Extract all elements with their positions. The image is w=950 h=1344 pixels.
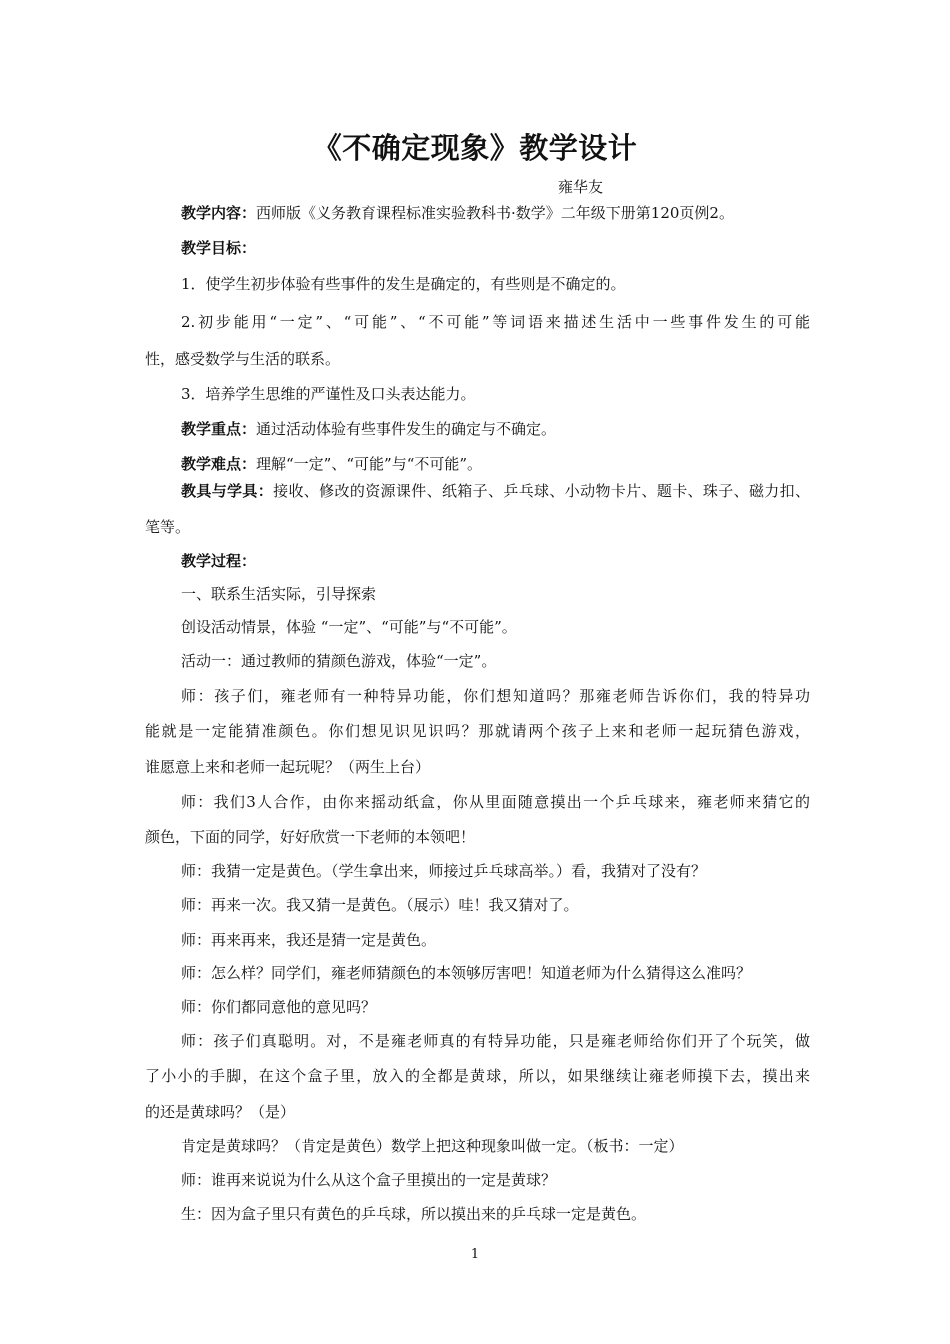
tools-line-1 [181,480,810,502]
process-line: 的还是黄球吗？（是） [145,1103,296,1121]
tools-line-2: 笔等。 [145,518,191,536]
author-name: 雍华友 [558,178,604,196]
process-line: 师：你们都同意他的意见吗？ [181,998,377,1016]
difficulty-line [181,453,810,475]
process-line: 颜色，下面的同学，好好欣赏一下老师的本领吧！ [145,828,476,846]
tools-label: 教具与学具： [181,482,274,500]
process-line: 一、联系生活实际，引导探索 [181,585,377,603]
process-line: 师：再来再来，我还是猜一定是黄色。 [181,931,437,949]
process-line: 了小小的手脚，在这个盒子里，放入的全都是黄球，所以，如果继续让雍老师摸下去，摸出来 [145,1067,810,1085]
content-label: 教学内容： [181,204,257,222]
page-number: 1 [470,1247,480,1262]
process-line: 能就是一定能猜准颜色。你们想见识见识吗？那就请两个孩子上来和老师一起玩猜色游戏， [145,722,810,740]
process-line: 师：再来一次。我又猜一是黄色。（展示）哇！我又猜对了。 [181,896,579,914]
key-point-text: 通过活动体验有些事件发生的确定与不确定。 [256,420,557,438]
process-line: 师：谁再来说说为什么从这个盒子里摸出的一定是黄球？ [181,1171,557,1189]
document-title: 《不确定现象》教学设计 [312,131,638,165]
key-point-line [181,418,810,440]
process-label: 教学过程： [181,552,257,570]
process-line: 生：因为盒子里只有黄色的乒乓球，所以摸出来的乒乓球一定是黄色。 [181,1205,647,1223]
process-line: 师：我猜一定是黄色。（学生拿出来，师接过乒乓球高举。）看，我猜对了没有？ [181,862,707,880]
process-line: 活动一：通过教师的猜颜色游戏，体验“一定”。 [181,652,497,670]
objective-item-2-line-1: 2.初步能用“一定”、“可能”、“不可能”等词语来描述生活中一些事件发生的可能 [181,313,810,331]
process-line: 师：怎么样？同学们，雍老师猜颜色的本领够厉害吧！知道老师为什么猜得这么准吗？ [181,964,752,982]
difficulty-text: 理解“一定”、“可能”与“不可能”。 [256,455,483,473]
process-line: 肯定是黄球吗？（肯定是黄色）数学上把这种现象叫做一定。（板书：一定） [181,1137,684,1155]
process-line: 谁愿意上来和老师一起玩呢？（两生上台） [145,758,431,776]
objective-item-2-line-2: 性，感受数学与生活的联系。 [145,350,341,368]
content-line [181,202,810,224]
difficulty-label: 教学难点： [181,455,257,473]
process-line: 创设活动情景，体验 “一定”、“可能”与“不可能”。 [181,618,517,636]
objective-item-1: 1．使学生初步体验有些事件的发生是确定的，有些则是不确定的。 [181,275,626,293]
process-line: 师：我们3人合作，由你来摇动纸盒，你从里面随意摸出一个乒乓球来，雍老师来猜它的 [181,793,810,811]
tools-text: 接收、修改的资源课件、纸箱子、乒乓球、小动物卡片、题卡、珠子、磁力扣、 [273,482,810,500]
process-line: 师：孩子们真聪明。对，不是雍老师真的有特异功能，只是雍老师给你们开了个玩笑，做 [181,1032,810,1050]
objectives-label: 教学目标： [181,239,257,257]
process-line: 师：孩子们，雍老师有一种特异功能，你们想知道吗？那雍老师告诉你们，我的特异功 [181,687,810,705]
content-text: 西师版《义务教育课程标准实验教科书·数学》二年级下册第120页例2。 [256,204,734,222]
objective-item-3: 3．培养学生思维的严谨性及口头表达能力。 [181,385,476,403]
key-point-label: 教学重点： [181,420,257,438]
